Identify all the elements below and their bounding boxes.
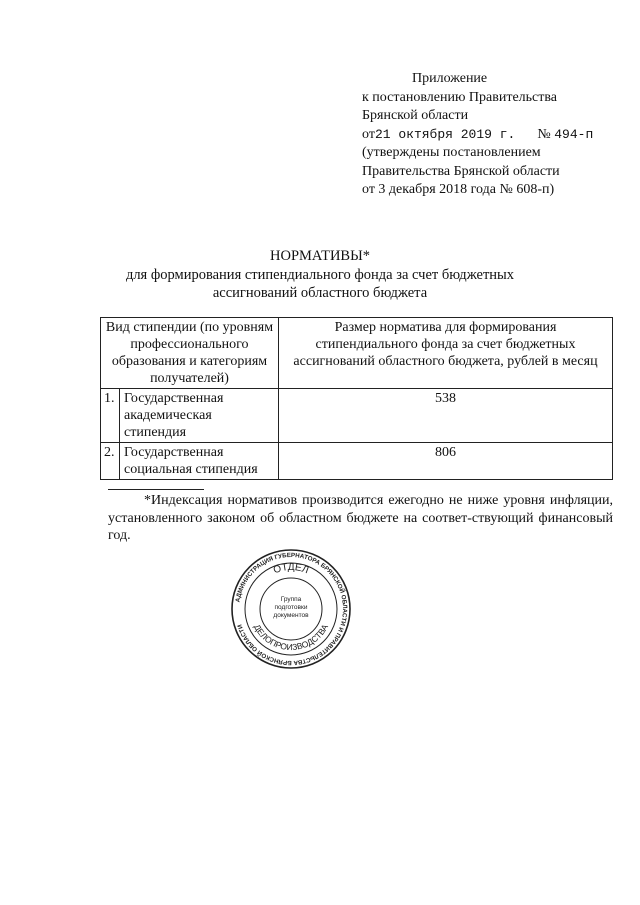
table-row	[101, 389, 613, 443]
appendix-date-line	[362, 126, 622, 145]
row-number: 1.	[101, 389, 120, 443]
date-prefix: от	[362, 126, 375, 142]
approved-line-1: (утверждены постановлением	[362, 145, 541, 160]
row-norm-value: 806	[279, 443, 613, 480]
date-value: 21 октября 2019 г.	[374, 126, 516, 142]
document-subtitle-line-1: для формирования стипендиального фонда за счет бюджетных	[125, 267, 515, 283]
header-stipend-type: Вид стипендии (по уровням профессионального образования и категориям получателей)	[101, 318, 279, 389]
approved-line-2: Правительства Брянской области	[362, 163, 560, 179]
header-norm-size: Размер норматива для формирования стипендиального фонда за счет бюджетных ассигнований областного бюджета, рублей в месяц	[279, 318, 613, 389]
footnote-divider	[108, 489, 204, 490]
stamp-inner-line-2: подготовки	[274, 604, 308, 611]
appendix-line-2: Брянской области	[362, 108, 469, 123]
row-stipend-name: Государственная академическая стипендия	[120, 389, 279, 443]
normatives-table	[100, 317, 613, 480]
document-subtitle-line-2: ассигнований областного бюджета	[212, 285, 428, 301]
stamp-outer-text: АДМИНИСТРАЦИЯ ГУБЕРНАТОРА БРЯНСКОЙ ОБЛАСТИ И ПРАВИТЕЛЬСТВА БРЯНСКОЙ ОБЛАСТИ	[234, 551, 349, 667]
department-stamp	[230, 548, 352, 670]
stamp-inner-line-3: документов	[273, 612, 309, 619]
table-header-row	[101, 318, 613, 389]
table-row	[101, 443, 613, 480]
row-number: 2.	[101, 443, 120, 480]
footnote-text: *Индексация нормативов производится ежегодно не ниже уровня инфляции, установленного законом об областном бюджете на соответ-ствующий финансовый год.	[108, 493, 613, 543]
appendix-title: Приложение	[412, 71, 488, 86]
stamp-arc-mid: ДЕЛОПРОИЗВОДСТВА	[252, 622, 330, 653]
stamp-inner-line-1: Группа	[280, 596, 302, 603]
svg-text:ОТДЕЛ	[272, 562, 310, 576]
document-title: НОРМАТИВЫ*	[270, 248, 370, 264]
svg-text:ДЕЛОПРОИЗВОДСТВА	[252, 622, 330, 652]
stamp-arc-top: ОТДЕЛ	[272, 561, 311, 577]
appendix-header	[362, 70, 622, 200]
number-prefix: №	[537, 126, 551, 142]
row-stipend-name: Государственная социальная стипендия	[120, 443, 279, 480]
approved-line-3: от 3 декабря 2018 года № 608-п)	[362, 182, 555, 197]
appendix-line-1: к постановлению Правительства	[362, 89, 558, 105]
row-norm-value: 538	[279, 389, 613, 443]
number-value: 494-п	[554, 126, 594, 142]
